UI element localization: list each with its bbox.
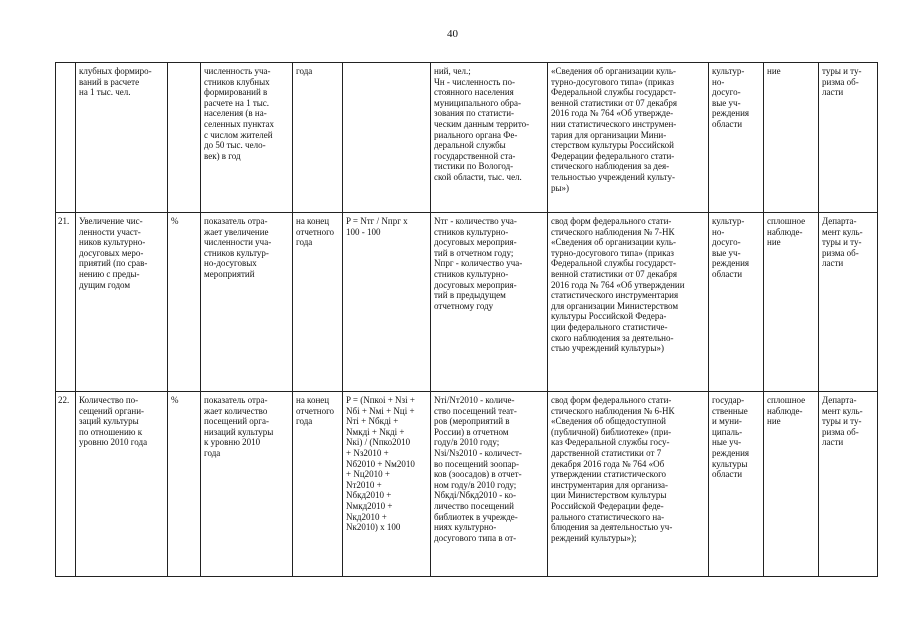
observation-object: культур- но- досуго- вые уч- реждения области — [709, 213, 764, 392]
time-characteristic: на конец отчетного года — [293, 392, 343, 577]
row-number: 21. — [56, 213, 76, 392]
basic-indicators: ний, чел.; Чн - численность по- стоянного населения муниципального обра- зования по статисти- ческим данным террито- риального органа Фе- деральной службы государственной ста- тистики по Вологод- ской области, тыс. чел. — [431, 63, 548, 213]
row-number — [56, 63, 76, 213]
indicator-name: Увеличение чис- ленности участ- ников культурно- досуговых меро- приятий (по срав- нению с преды- дущим годом — [76, 213, 168, 392]
indicator-name: клубных формиро- ваний в расчете на 1 тыс. чел. — [76, 63, 168, 213]
collection-method: сплошное наблюде- ние — [764, 213, 819, 392]
collection-method: сплошное наблюде- ние — [764, 392, 819, 577]
basic-indicators: Nтг - количество уча- стников культурно- досуговых мероприя- тий в отчетном году; Nпрг - количество уча- стников культурно- досуговых мероприя- тий в предыдущем отчетному году — [431, 213, 548, 392]
responsible-body: Департа- мент куль- туры и ту- ризма об- ласти — [819, 213, 878, 392]
observation-object: культур- но- досуго- вые уч- реждения области — [709, 63, 764, 213]
table-row — [56, 63, 878, 213]
time-characteristic: года — [293, 63, 343, 213]
indicator-definition: показатель отра- жает увеличение численности уча- стников культур- но-досуговых мероприятий — [201, 213, 293, 392]
table-row — [56, 213, 878, 392]
data-source: свод форм федерального стати- стического наблюдения № 6-НК «Сведения об общедоступной (публичной) библиотеке» (при- каз Федеральной службы госу- дарственной статистики от 7 декабря 2016 года № 764 «Об утверждении статистического инструментария для организа- ции Министерством культуры Российской Федерации феде- рального статистического на- блюдения за деятельностью уч- реждений культуры»); — [548, 392, 709, 577]
collection-method: ние — [764, 63, 819, 213]
calculation-formula: P = Nтг / Nпрг x 100 - 100 — [343, 213, 431, 392]
basic-indicators: Nтi/Nт2010 - количе- ство посещений теат- ров (мероприятий в России) в отчетном году/в 2010 году; Nзi/Nз2010 - количест- во посещений зоопар- ков (зоосадов) в отчет- ном году/в 2010 году; Nбкдi/Nбкд2010 - ко- личество посещений библиотек в учрежде- ниях культурно- досугового типа в от- — [431, 392, 548, 577]
responsible-body: Департа- мент куль- туры и ту- ризма об- ласти — [819, 392, 878, 577]
row-number: 22. — [56, 392, 76, 577]
indicator-name: Количество по- сещений органи- заций культуры по отношению к уровню 2010 года — [76, 392, 168, 577]
indicator-definition: показатель отра- жает количество посещений орга- низаций культуры к уровню 2010 года — [201, 392, 293, 577]
unit-of-measure — [168, 63, 201, 213]
data-source: «Сведения об организации куль- турно-досугового типа» (приказ Федеральной службы государст- венной статистики от 07 декабря 2016 года № 764 «Об утвержде- нии статистического инструмен- тария для организации Мини- стерством культуры Российской Федерации федерального стати- стического наблюдения за дея- тельностью учреждений культу- ры») — [548, 63, 709, 213]
data-source: свод форм федерального стати- стического наблюдения № 7-НК «Сведения об организации куль- турно-досугового типа» (приказ Федеральной службы государст- венной статистики от 07 декабря 2016 года № 764 «Об утверждении статистического инструментария для организации Министерством культуры Российской Федера- ции федерального статистиче- ского наблюдения за деятельно- стью учреждений культуры») — [548, 213, 709, 392]
calculation-formula — [343, 63, 431, 213]
time-characteristic: на конец отчетного года — [293, 213, 343, 392]
observation-object: государ- ственные и муни- ципаль- ные уч- реждения культуры области — [709, 392, 764, 577]
indicator-definition: численность уча- стников клубных формирований в расчете на 1 тыс. населения (в на- селенных пунктах с числом жителей до 50 тыс. чело- век) в год — [201, 63, 293, 213]
calculation-formula: P = (Nпкоi + Nзi + Nбi + Nмi + Nцi + Nтi + Nбкдi + Nмкдi + Nкдi + Nкi) / (Nпко2010 + Nз2010 + Nб2010 + Nм2010 + Nц2010 + Nт2010 + Nбкд2010 + Nмкд2010 + Nкд2010 + Nк2010) x 100 — [343, 392, 431, 577]
table-row — [56, 392, 878, 577]
responsible-body: туры и ту- ризма об- ласти — [819, 63, 878, 213]
unit-of-measure: % — [168, 392, 201, 577]
unit-of-measure: % — [168, 213, 201, 392]
page-number: 40 — [447, 28, 458, 40]
indicator-table — [55, 62, 878, 577]
